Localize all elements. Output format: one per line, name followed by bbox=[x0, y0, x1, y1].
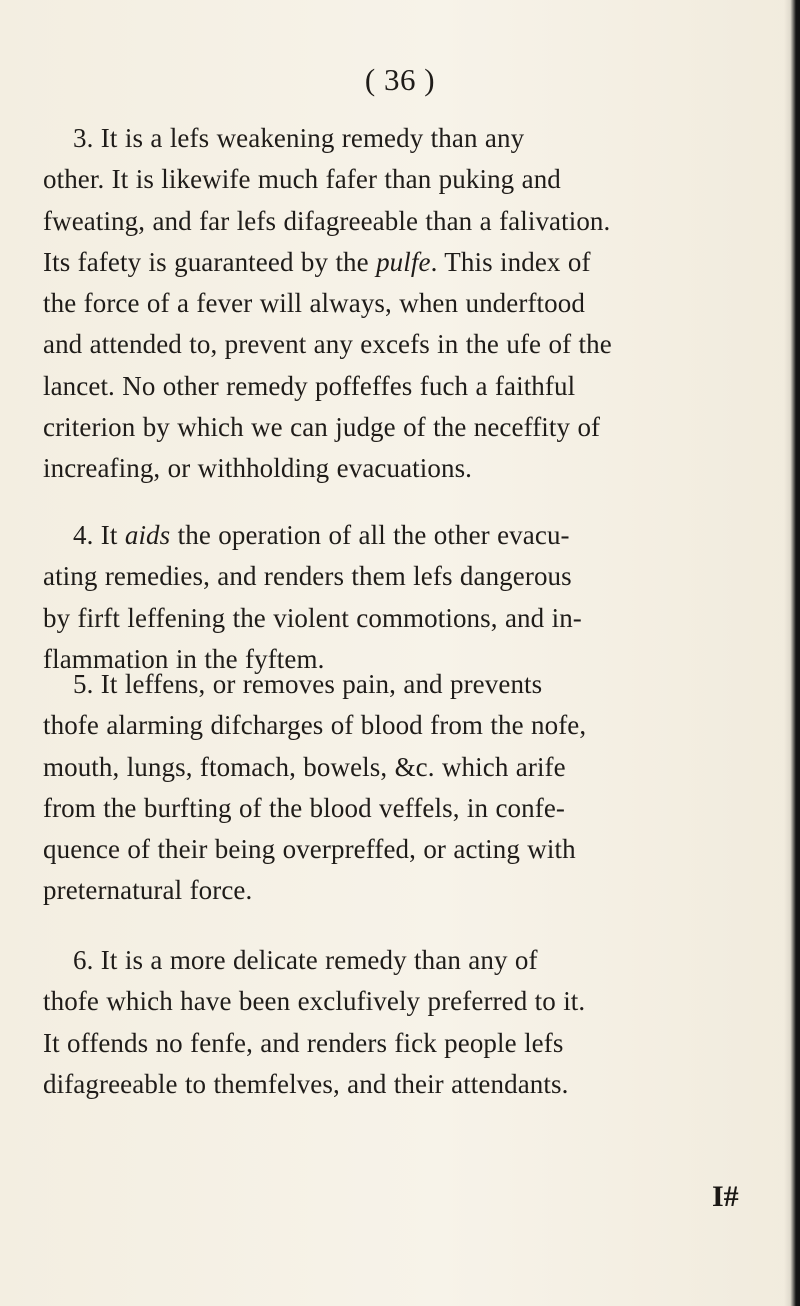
paragraph-line: preternatural force. bbox=[43, 875, 253, 906]
paragraph-6 bbox=[43, 940, 751, 1105]
italic-term: aids bbox=[124, 520, 171, 550]
paragraph-line: ating remedies, and renders them lefs dangerous bbox=[43, 561, 572, 592]
paragraph-line: other. It is likewife much fafer than puking and bbox=[43, 164, 561, 195]
paragraph-line: fweating, and far lefs difagreeable than a falivation. bbox=[43, 205, 611, 236]
paragraph-line: 6. It is a more delicate remedy than any of bbox=[73, 945, 538, 975]
paragraph-line: from the burfting of the blood veffels, in confe- bbox=[43, 792, 566, 823]
text-run: Its fafety is guaranteed by the bbox=[43, 246, 377, 277]
catchword: I# bbox=[712, 1180, 739, 1213]
paragraph-line: 5. It leffens, or removes pain, and prevents bbox=[73, 669, 543, 699]
page-number: ( 36 ) bbox=[364, 62, 436, 97]
paragraph-line: difagreeable to themfelves, and their attendants. bbox=[43, 1068, 569, 1099]
paragraph-line: quence of their being overpreffed, or acting with bbox=[43, 834, 576, 865]
paragraph-line: mouth, lungs, ftomach, bowels, &c. which arife bbox=[43, 751, 566, 782]
paragraph-line: thofe which have been exclufively preferred to it. bbox=[43, 986, 586, 1017]
paragraph-line: It offends no fenfe, and renders fick people lefs bbox=[43, 1027, 564, 1058]
text-run: the operation of all the other evacu- bbox=[170, 520, 570, 550]
text-run: . This index of bbox=[430, 246, 591, 277]
paragraph-line bbox=[43, 242, 751, 283]
paragraph-line: thofe alarming difcharges of blood from the nofe, bbox=[43, 710, 587, 741]
paragraph-line: increafing, or withholding evacuations. bbox=[43, 453, 473, 484]
paragraph-5 bbox=[43, 664, 751, 912]
paragraph-line: criterion by which we can judge of the neceffity of bbox=[43, 412, 601, 443]
paragraph-4 bbox=[43, 515, 751, 680]
paragraph-line bbox=[43, 515, 751, 556]
paragraph-line: 3. It is a lefs weakening remedy than any bbox=[73, 123, 525, 153]
paragraph-line: and attended to, prevent any excefs in the ufe of the bbox=[43, 329, 612, 360]
text-run: 4. It bbox=[73, 520, 125, 550]
paragraph-line: the force of a fever will always, when underftood bbox=[43, 288, 585, 319]
paragraph-3 bbox=[43, 118, 751, 490]
italic-term: pulfe bbox=[376, 246, 431, 277]
paragraph-line: by firft leffening the violent commotions, and in- bbox=[43, 602, 582, 633]
page-edge-shadow bbox=[784, 0, 800, 1306]
paragraph-line: lancet. No other remedy poffeffes fuch a faithful bbox=[43, 370, 576, 401]
paragraph-line: flammation in the fyftem. bbox=[43, 643, 325, 674]
